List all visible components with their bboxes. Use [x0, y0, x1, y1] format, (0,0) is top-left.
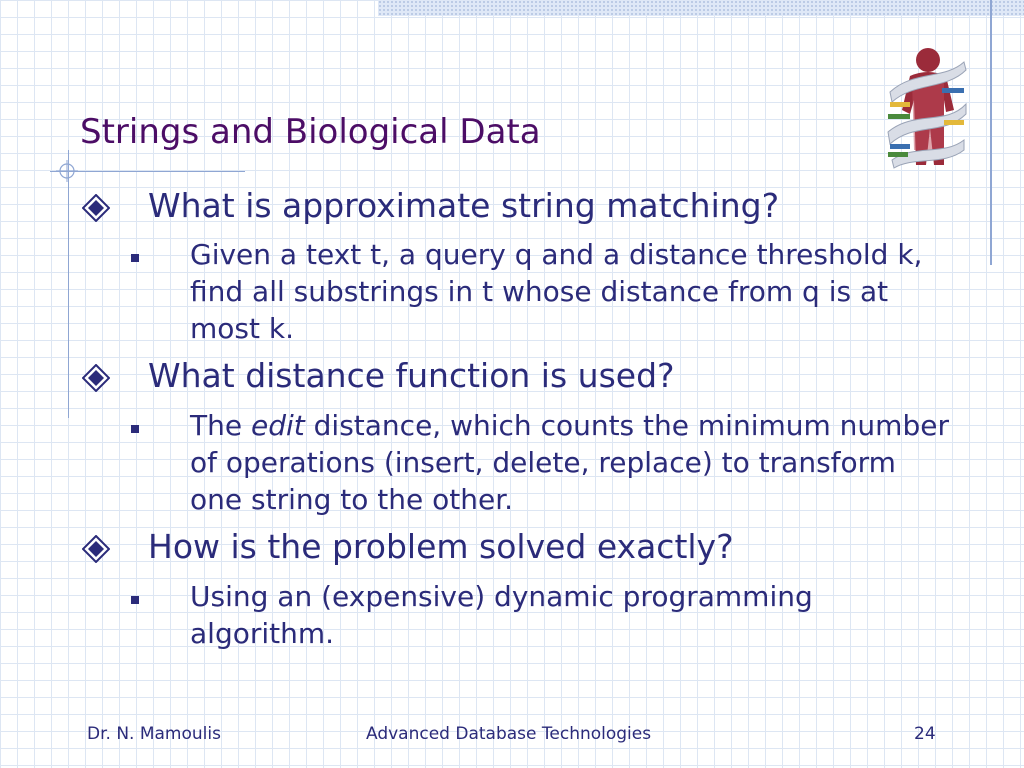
crosshair-icon [56, 160, 78, 182]
left-vertical-rule [68, 150, 69, 418]
diamond-bullet-icon [82, 535, 110, 563]
answer-2-suffix: distance, which counts the minimum number of operations (insert, delete, replace) to transform one string to the other. [190, 409, 949, 516]
top-decorative-band [378, 0, 1024, 16]
answer-2 [190, 407, 950, 518]
diamond-bullet-icon [82, 364, 110, 392]
answer-2-prefix: The [190, 409, 251, 442]
slide-title: Strings and Biological Data [80, 112, 541, 152]
square-bullet-icon [131, 425, 139, 433]
answer-1: Given a text t, a query q and a distance threshold k, find all substrings in t whose distance from q is at most k. [190, 238, 923, 345]
title-underline-rule [50, 171, 245, 172]
answer-3: Using an (expensive) dynamic programming algorithm. [190, 580, 813, 650]
footer-author: Dr. N. Mamoulis [87, 724, 221, 744]
footer-course: Advanced Database Technologies [366, 724, 652, 744]
right-vertical-rule [990, 0, 992, 265]
square-bullet-icon [131, 254, 139, 262]
dna-human-logo [884, 40, 968, 170]
footer-page-number: 24 [914, 724, 936, 744]
question-1: What is approximate string matching? [148, 186, 780, 225]
square-bullet-icon [131, 596, 139, 604]
diamond-bullet-icon [82, 194, 110, 222]
question-3: How is the problem solved exactly? [148, 527, 734, 566]
answer-2-emphasis: edit [250, 409, 305, 442]
question-2: What distance function is used? [148, 356, 675, 395]
